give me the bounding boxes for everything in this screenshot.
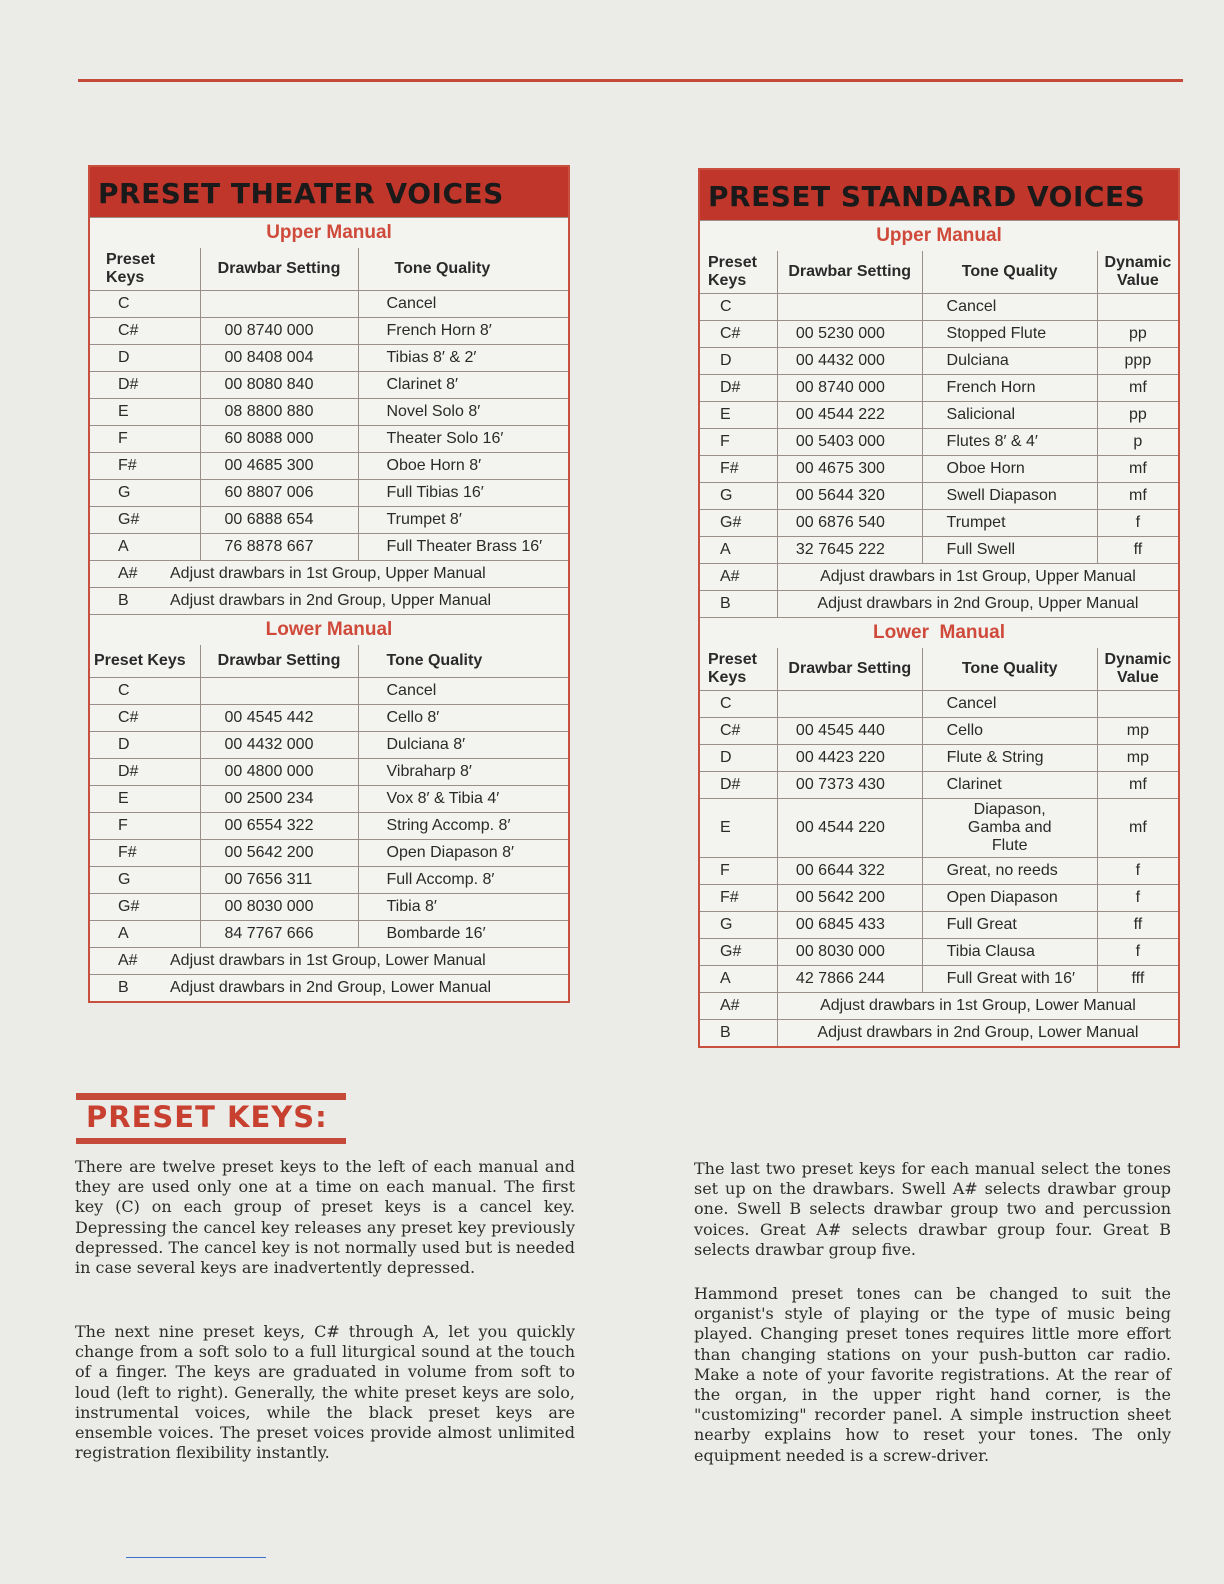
top-rule [78,79,1183,82]
preset-key-cell: G [700,912,777,939]
preset-key-cell: C [90,291,200,318]
preset-key-cell: B [118,592,129,609]
dynamic-value-cell: f [1097,510,1178,537]
standard-upper-manual-title: Upper Manual [700,220,1178,251]
preset-key-cell: D [700,348,777,375]
preset-key-cell: F [90,426,200,453]
tone-quality-cell: Full Theater Brass 16′ [358,534,568,561]
drawbar-setting-cell [777,691,922,718]
drawbar-setting-cell: 00 6554 322 [200,813,358,840]
drawbar-setting-cell: 60 8088 000 [200,426,358,453]
drawbar-setting-cell: 00 8030 000 [200,894,358,921]
tone-quality-cell: Great, no reeds [922,858,1097,885]
paragraph-last-two-keys: The last two preset keys for each manual select the tones set up on the drawbars. Swell A# selects drawbar group one. Swell B selects drawbar group two and percussion voices. Great A# selects drawbar group four. Great B selects drawbar group five. [694,1159,1171,1259]
adjust-cell [90,561,568,588]
preset-key-cell: D [90,732,200,759]
table-row [90,759,568,786]
preset-key-cell: F# [90,453,200,480]
tone-quality-cell: Theater Solo 16′ [358,426,568,453]
preset-key-cell: E [700,402,777,429]
theater-lower-table [90,645,568,1001]
standard-upper-rows [700,294,1178,618]
tone-quality-cell: Full Great with 16′ [922,966,1097,993]
tone-quality-cell: Full Tibias 16′ [358,480,568,507]
drawbar-setting-cell [200,678,358,705]
preset-key-cell: C [90,678,200,705]
table-row [700,772,1178,799]
table-row [90,534,568,561]
preset-key-cell: G [700,483,777,510]
col-header-preset-keys: Preset Keys [90,645,200,678]
tone-quality-cell: Clarinet 8′ [358,372,568,399]
tone-quality-cell: Tibia 8′ [358,894,568,921]
dynamic-value-cell: fff [1097,966,1178,993]
tone-quality-cell: Vibraharp 8′ [358,759,568,786]
drawbar-setting-cell: 00 6845 433 [777,912,922,939]
preset-key-cell: F [700,429,777,456]
tone-quality-cell: Full Great [922,912,1097,939]
table-row [700,402,1178,429]
adjust-description: Adjust drawbars in 1st Group, Lower Manual [170,952,486,969]
preset-key-cell: F# [700,456,777,483]
col-header-preset-keys: Preset Keys [90,248,200,291]
drawbar-setting-cell: 32 7645 222 [777,537,922,564]
drawbar-setting-cell: 60 8807 006 [200,480,358,507]
preset-key-cell: G# [700,939,777,966]
dynamic-value-cell: mf [1097,456,1178,483]
table-row [700,429,1178,456]
theater-panel-title: PRESET THEATER VOICES [90,167,568,217]
tone-quality-cell: Trumpet 8′ [358,507,568,534]
drawbar-setting-cell: 00 4675 300 [777,456,922,483]
tone-quality-cell: Clarinet [922,772,1097,799]
preset-key-cell: F# [700,885,777,912]
table-row [700,483,1178,510]
preset-keys-heading: PRESET KEYS: [86,1100,328,1134]
drawbar-setting-cell: 00 7656 311 [200,867,358,894]
tone-quality-cell: Dulciana 8′ [358,732,568,759]
preset-key-cell: D# [90,759,200,786]
drawbar-setting-cell: 76 8878 667 [200,534,358,561]
table-row [700,718,1178,745]
tone-quality-cell: Cancel [358,291,568,318]
dynamic-value-cell: pp [1097,321,1178,348]
table-row [90,732,568,759]
preset-key-cell: C# [90,705,200,732]
adjust-row [700,564,1178,591]
dynamic-value-cell: mf [1097,799,1178,858]
preset-key-cell: D# [700,772,777,799]
drawbar-setting-cell: 00 5230 000 [777,321,922,348]
table-row [90,426,568,453]
drawbar-setting-cell: 00 2500 234 [200,786,358,813]
table-row [700,939,1178,966]
tone-quality-cell: Dulciana [922,348,1097,375]
drawbar-setting-cell: 00 4544 222 [777,402,922,429]
tone-quality-cell: Full Accomp. 8′ [358,867,568,894]
tone-quality-cell: Salicional [922,402,1097,429]
theater-upper-table [90,248,568,614]
preset-key-cell: A [90,921,200,948]
standard-voices-panel [698,168,1180,1048]
drawbar-setting-cell: 00 5642 200 [777,885,922,912]
drawbar-setting-cell: 00 4432 000 [777,348,922,375]
table-row [90,318,568,345]
col-header-dynamic-value: Dynamic Value [1097,648,1178,691]
theater-lower-rows [90,678,568,1002]
drawbar-setting-cell: 00 6644 322 [777,858,922,885]
preset-key-cell: A# [700,564,777,591]
adjust-description: Adjust drawbars in 1st Group, Upper Manual [170,565,486,582]
tone-quality-cell: French Horn [922,375,1097,402]
paragraph-changing-tones: Hammond preset tones can be changed to suit the organist's style of playing or the type of music being played. Changing preset tones requires little more effort than changing stations on your push-button car radio. Make a note of your favorite registrations. At the rear of the organ, in the upper right hand corner, is the "customizing" recorder panel. A simple instruction sheet nearby explains how to reset your tones. The only equipment needed is a screw-driver. [694,1284,1171,1465]
standard-panel-title: PRESET STANDARD VOICES [700,170,1178,220]
table-row [90,786,568,813]
col-header-drawbar-setting: Drawbar Setting [777,251,922,294]
theater-voices-panel [88,165,570,1003]
tone-quality-cell: Tibias 8′ & 2′ [358,345,568,372]
preset-key-cell: A [700,537,777,564]
tone-quality-cell: Open Diapason [922,885,1097,912]
dynamic-value-cell: ff [1097,912,1178,939]
tone-quality-cell: Cello [922,718,1097,745]
tone-quality-cell: Tibia Clausa [922,939,1097,966]
drawbar-setting-cell: 00 4685 300 [200,453,358,480]
drawbar-setting-cell: 00 4432 000 [200,732,358,759]
table-row [700,375,1178,402]
preset-key-cell: G [90,867,200,894]
table-row [700,456,1178,483]
preset-key-cell: A [90,534,200,561]
tone-quality-cell: Stopped Flute [922,321,1097,348]
table-row [90,345,568,372]
preset-key-cell: C [700,294,777,321]
tone-quality-cell: Diapason, Gamba and Flute [922,799,1097,858]
tone-quality-cell: Bombarde 16′ [358,921,568,948]
adjust-row [90,948,568,975]
table-row [700,885,1178,912]
drawbar-setting-cell: 00 8080 840 [200,372,358,399]
adjust-row [90,588,568,615]
tone-quality-cell: French Horn 8′ [358,318,568,345]
table-row [90,678,568,705]
dynamic-value-cell: mf [1097,375,1178,402]
tone-quality-cell: Flute & String [922,745,1097,772]
drawbar-setting-cell: 00 8740 000 [200,318,358,345]
drawbar-setting-cell: 00 6888 654 [200,507,358,534]
theater-upper-rows [90,291,568,615]
col-header-dynamic-value: Dynamic Value [1097,251,1178,294]
preset-key-cell: G [90,480,200,507]
preset-key-cell: D# [700,375,777,402]
table-row [700,858,1178,885]
heading-rule-bottom [76,1138,346,1144]
tone-quality-cell: Novel Solo 8′ [358,399,568,426]
preset-key-cell: D# [90,372,200,399]
preset-key-cell: C# [700,718,777,745]
adjust-row [700,591,1178,618]
drawbar-setting-cell [777,294,922,321]
table-row [700,510,1178,537]
adjust-row [700,993,1178,1020]
table-row [90,921,568,948]
tone-quality-cell: Oboe Horn [922,456,1097,483]
standard-lower-rows [700,691,1178,1047]
dynamic-value-cell: f [1097,939,1178,966]
table-row [90,867,568,894]
preset-key-cell: B [118,979,129,996]
drawbar-setting-cell: 00 4800 000 [200,759,358,786]
adjust-description: Adjust drawbars in 2nd Group, Lower Manual [170,979,492,996]
dynamic-value-cell: ppp [1097,348,1178,375]
table-row [90,507,568,534]
paragraph-nine-keys: The next nine preset keys, C# through A, let you quickly change from a soft solo to a full liturgical sound at the touch of a finger. The keys are graduated in volume from soft to loud (left to right). Generally, the white preset keys are solo, instrumental voices, while the black preset keys are ensemble voices. The preset voices provide almost unlimited registration flexibility instantly. [75,1322,575,1463]
preset-key-cell: E [90,786,200,813]
drawbar-setting-cell: 00 4423 220 [777,745,922,772]
dynamic-value-cell: pp [1097,402,1178,429]
dynamic-value-cell: mf [1097,483,1178,510]
preset-key-cell: F# [90,840,200,867]
standard-lower-table [700,648,1178,1046]
col-header-preset-keys: Preset Keys [700,648,777,691]
theater-lower-manual-title: Lower Manual [90,614,568,645]
col-header-tone-quality: Tone Quality [922,648,1097,691]
adjust-row [90,561,568,588]
heading-rule-top [76,1093,346,1100]
drawbar-setting-cell: 00 8408 004 [200,345,358,372]
drawbar-setting-cell [200,291,358,318]
table-row [90,840,568,867]
adjust-cell [90,948,568,975]
col-header-tone-quality: Tone Quality [358,645,568,678]
tone-quality-cell: Oboe Horn 8′ [358,453,568,480]
dynamic-value-cell [1097,294,1178,321]
table-row [700,294,1178,321]
drawbar-setting-cell: 08 8800 880 [200,399,358,426]
col-header-drawbar-setting: Drawbar Setting [200,248,358,291]
adjust-cell [90,588,568,615]
dynamic-value-cell: mp [1097,745,1178,772]
table-row [90,705,568,732]
preset-key-cell: F [700,858,777,885]
preset-key-cell: A [700,966,777,993]
table-row [700,691,1178,718]
table-row [90,453,568,480]
tone-quality-cell: Flutes 8′ & 4′ [922,429,1097,456]
table-row [700,745,1178,772]
table-row [700,537,1178,564]
adjust-row [90,975,568,1002]
drawbar-setting-cell: 00 6876 540 [777,510,922,537]
adjust-row [700,1020,1178,1047]
tone-quality-cell: Cancel [922,294,1097,321]
preset-key-cell: B [700,1020,777,1047]
tone-quality-cell: String Accomp. 8′ [358,813,568,840]
col-header-drawbar-setting: Drawbar Setting [777,648,922,691]
tone-quality-cell: Open Diapason 8′ [358,840,568,867]
dynamic-value-cell: mf [1097,772,1178,799]
adjust-description: Adjust drawbars in 2nd Group, Lower Manual [777,1020,1178,1047]
col-header-preset-keys: Preset Keys [700,251,777,294]
adjust-description: Adjust drawbars in 1st Group, Lower Manual [777,993,1178,1020]
drawbar-setting-cell: 84 7767 666 [200,921,358,948]
paragraph-cancel-key: There are twelve preset keys to the left of each manual and they are used only one at a time on each manual. The first key (C) on each group of preset keys is a cancel key. Depressing the cancel key releases any preset key previously depressed. The cancel key is not normally used but is needed in case several keys are inadvertently depressed. [75,1157,575,1278]
bottom-blue-line [126,1557,266,1558]
table-row [90,291,568,318]
table-row [700,966,1178,993]
tone-quality-cell: Vox 8′ & Tibia 4′ [358,786,568,813]
preset-key-cell: G# [90,507,200,534]
table-row [90,813,568,840]
adjust-description: Adjust drawbars in 2nd Group, Upper Manual [777,591,1178,618]
table-row [90,399,568,426]
dynamic-value-cell: p [1097,429,1178,456]
dynamic-value-cell: mp [1097,718,1178,745]
table-row [90,480,568,507]
preset-key-cell: A# [700,993,777,1020]
table-row [700,321,1178,348]
tone-quality-cell: Cello 8′ [358,705,568,732]
drawbar-setting-cell: 00 5403 000 [777,429,922,456]
tone-quality-cell: Full Swell [922,537,1097,564]
preset-key-cell: E [700,799,777,858]
table-row [90,894,568,921]
table-row [700,348,1178,375]
standard-upper-table [700,251,1178,617]
dynamic-value-cell: f [1097,858,1178,885]
preset-key-cell: D [700,745,777,772]
dynamic-value-cell [1097,691,1178,718]
preset-key-cell: D [90,345,200,372]
adjust-cell [90,975,568,1002]
preset-key-cell: B [700,591,777,618]
table-row [700,799,1178,858]
col-header-tone-quality: Tone Quality [922,251,1097,294]
table-row [700,912,1178,939]
preset-key-cell: G# [700,510,777,537]
table-row [90,372,568,399]
adjust-description: Adjust drawbars in 2nd Group, Upper Manual [170,592,492,609]
drawbar-setting-cell: 00 8740 000 [777,375,922,402]
dynamic-value-cell: f [1097,885,1178,912]
tone-quality-cell: Trumpet [922,510,1097,537]
drawbar-setting-cell: 00 4545 440 [777,718,922,745]
adjust-description: Adjust drawbars in 1st Group, Upper Manual [777,564,1178,591]
drawbar-setting-cell: 00 5644 320 [777,483,922,510]
standard-lower-manual-title: Lower Manual [700,617,1178,648]
drawbar-setting-cell: 00 5642 200 [200,840,358,867]
preset-key-cell: C [700,691,777,718]
preset-key-cell: C# [700,321,777,348]
dynamic-value-cell: ff [1097,537,1178,564]
drawbar-setting-cell: 00 4544 220 [777,799,922,858]
col-header-drawbar-setting: Drawbar Setting [200,645,358,678]
tone-quality-cell: Cancel [358,678,568,705]
preset-key-cell: G# [90,894,200,921]
theater-upper-manual-title: Upper Manual [90,217,568,248]
preset-key-cell: A# [118,952,138,969]
tone-quality-cell: Cancel [922,691,1097,718]
preset-key-cell: C# [90,318,200,345]
preset-key-cell: A# [118,565,138,582]
drawbar-setting-cell: 00 7373 430 [777,772,922,799]
preset-key-cell: E [90,399,200,426]
preset-key-cell: F [90,813,200,840]
drawbar-setting-cell: 00 8030 000 [777,939,922,966]
col-header-tone-quality: Tone Quality [358,248,568,291]
tone-quality-cell: Swell Diapason [922,483,1097,510]
drawbar-setting-cell: 00 4545 442 [200,705,358,732]
drawbar-setting-cell: 42 7866 244 [777,966,922,993]
